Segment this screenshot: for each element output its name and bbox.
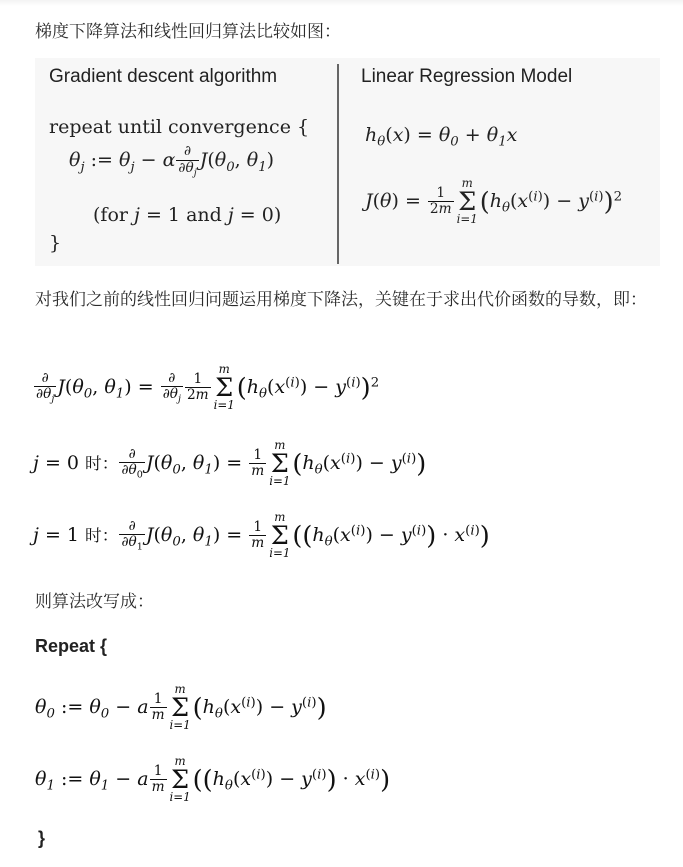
gradient-descent-title: Gradient descent algorithm [49,66,278,87]
figure-close-brace: } [49,232,62,254]
theta1-update: $\theta_1$ := $\theta_1 - a$ $\frac{1}{m}$ m Σ i=1 $((h_\theta(x^{(i)}) - y^{(i)}) \cdot x^{(i)})$ [35,754,391,805]
partial-derivative-formula: $\frac{\partial}{\partial\theta_j}$ $J(\theta_0$, $\theta_1$) = $\frac{\partial}{\partial\theta_j}$ $\frac{1}{2m}$ m Σ i=1 $(h_\theta(x^{(i)}) - y^{(i)})^2$ [36,362,380,413]
linear-regression-title: Linear Regression Model [361,66,573,87]
repeat-line: repeat until convergence { [49,116,310,138]
and-word: and [186,204,222,226]
closing-brace: } [38,828,46,848]
cost-function-formula: J(θ) = $\frac{1}{2m}$ m Σ i=1 $(h_\theta(x^{(i)}) - y^{(i)})^2$ [365,176,623,227]
repeat-heading: Repeat { [35,636,108,656]
comparison-figure [35,58,660,266]
top-shadow [0,0,683,6]
theta0-update: $\theta_0$ := $\theta_0 - a$ $\frac{1}{m}$ m Σ i=1 $(h_\theta(x^{(i)}) - y^{(i)})$ [35,682,327,733]
intro-text: 梯度下降算法和线性回归算法比较如图： [35,22,341,42]
j0-label: 时： [85,452,119,473]
figure-divider [337,64,339,264]
j1-label: 时： [85,524,119,545]
for-clause: (for j = 1 and j = 0) [93,204,282,226]
hypothesis-formula: $h_\theta(x) = \theta_0 + \theta_1x$ [365,124,518,150]
paragraph-2: 对我们之前的线性回归问题运用梯度下降法，关键在于求出代价函数的导数，即： [35,290,647,310]
j0-formula: j = 0 时： $\frac{\partial}{\partial\theta_0}$ $J(\theta_0$, $\theta_1$) = $\frac{1}{m}$ m Σ i=1 $(h_\theta(x^{(i)}) - y^{(i)})$ [33,438,427,489]
for-word: (for [93,204,128,226]
paragraph-3: 则算法改写成： [35,592,154,612]
update-rule: $\theta_j$ := $\theta_j - \alpha$ $\frac{\partial}{\partial\theta_j}$ $J(\theta_0$, $\theta_1$) [69,143,275,179]
for-close: ) [273,204,282,226]
j1-formula: j = 1 时： $\frac{\partial}{\partial\theta_1}$ $J(\theta_0$, $\theta_1$) = $\frac{1}{m}$ m Σ i=1 $((h_\theta(x^{(i)}) - y^{(i)}) \cdot x^{(i)})$ [33,510,490,561]
